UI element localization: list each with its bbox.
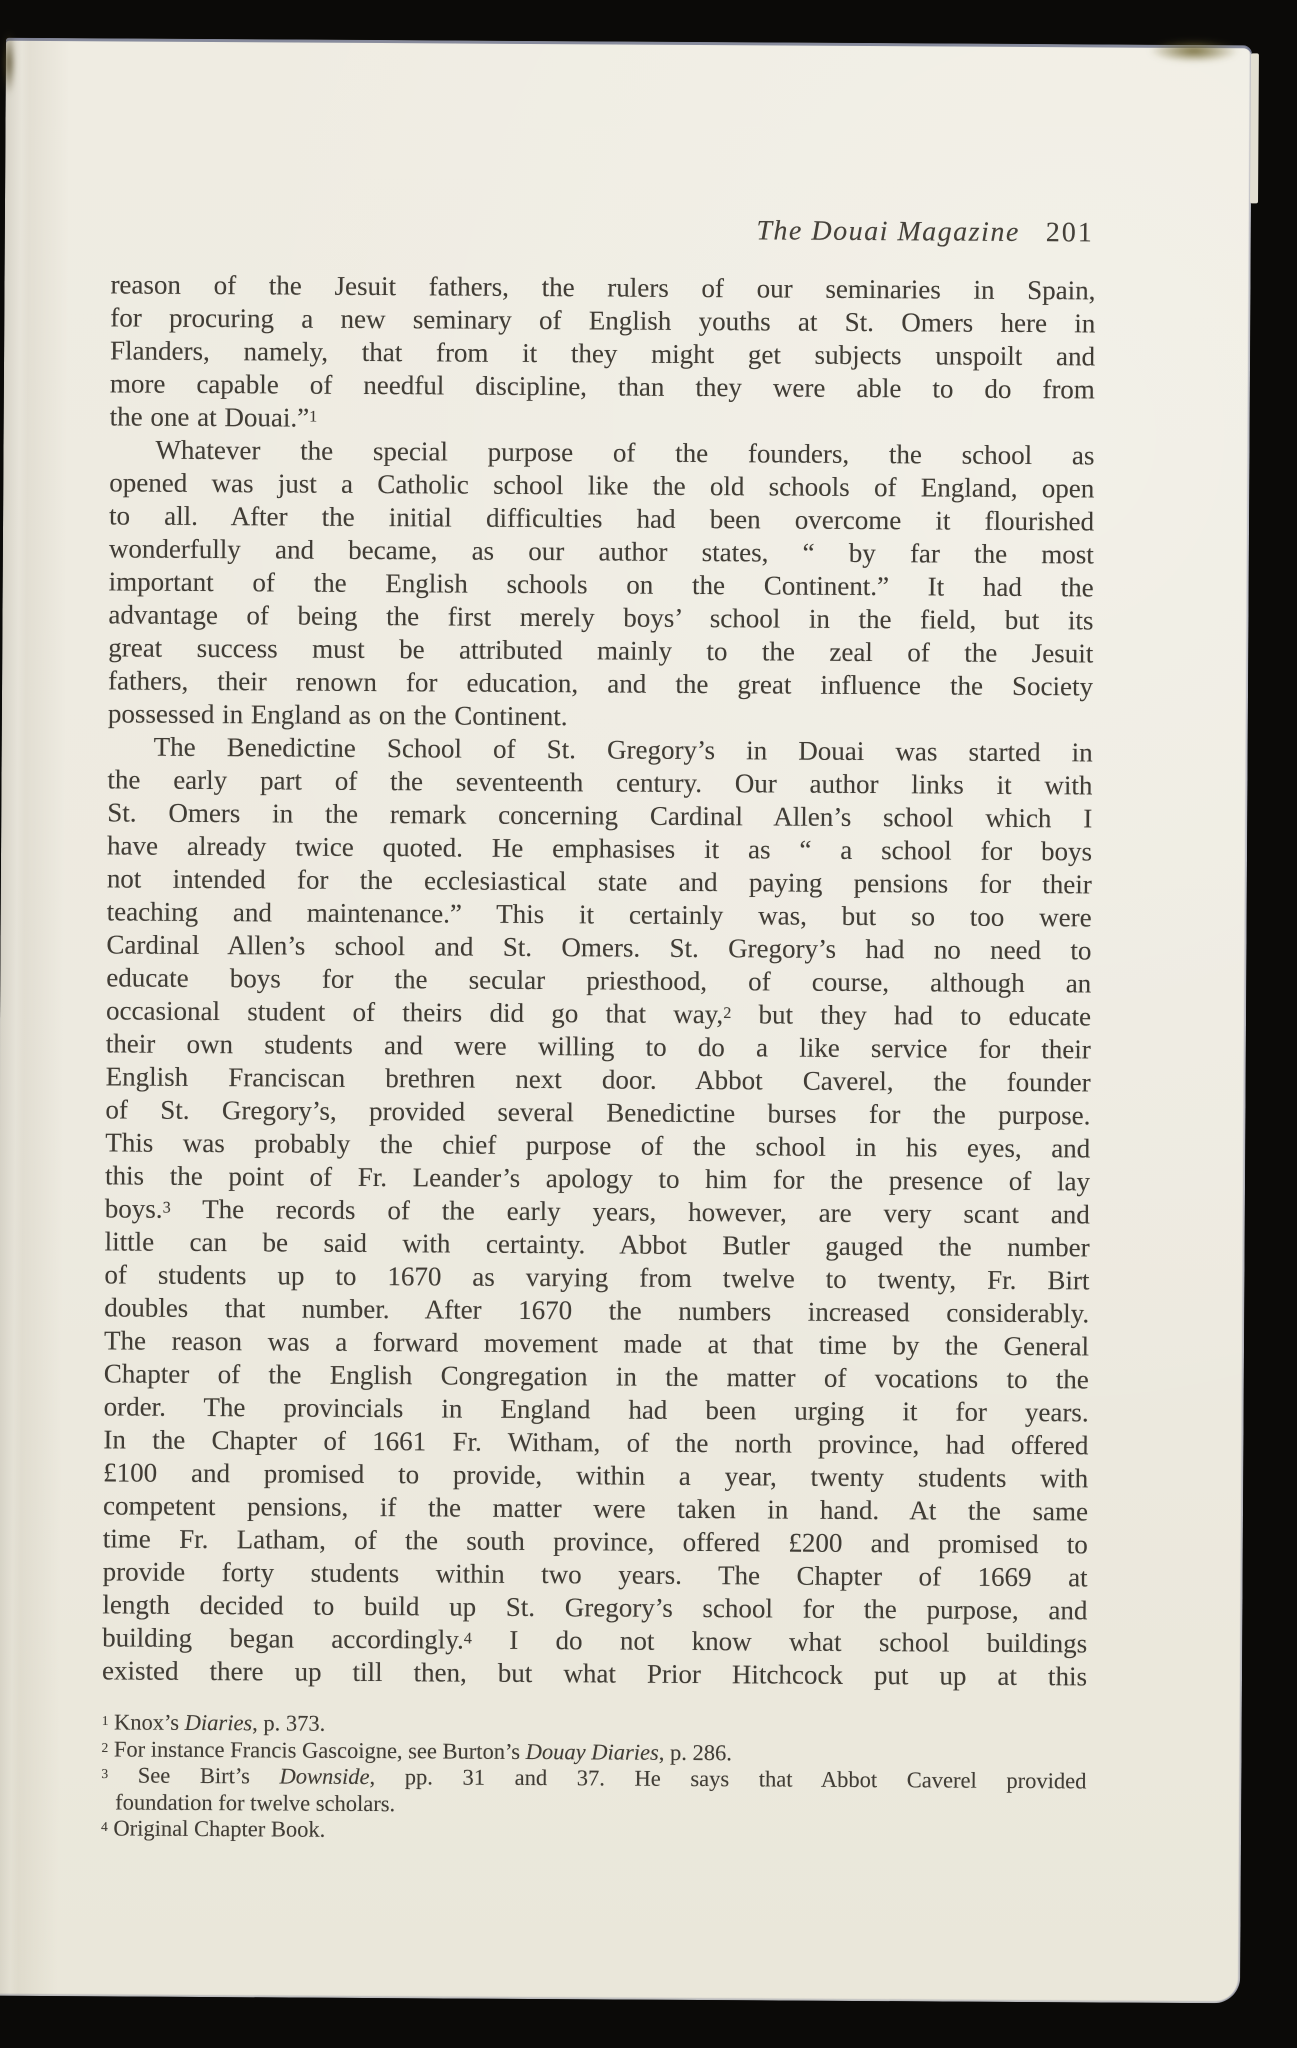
text-line: wonderfully and became, as our author states, “ by far the most	[108, 533, 1094, 570]
footnotes	[101, 1709, 1087, 1848]
text-line: building began accordingly.$^4$ I do not know what school buildings	[102, 1622, 1088, 1659]
text-line: teaching and maintenance.” This it certainly was, but so too were	[106, 896, 1092, 933]
text-line: St. Omers in the remark concerning Cardinal Allen’s school which I	[107, 797, 1093, 834]
text-line: boys.$^3$ The records of the early years, however, are very scant and	[104, 1193, 1090, 1230]
text-line: Flanders, namely, that from it they might get subjects unspoilt and	[110, 335, 1096, 372]
paragraph	[110, 268, 1096, 439]
text-line: order. The provincials in England had been urging it for years.	[103, 1391, 1089, 1428]
text-line: the one at Douai.”$^1$	[109, 401, 318, 433]
text-line: have already twice quoted. He emphasises it as “ a school for boys	[106, 830, 1093, 867]
text-line: not intended for the ecclesiastical state and paying pensions for their	[106, 863, 1092, 900]
text-line: possessed in England as on the Continent.	[107, 698, 568, 732]
text-line: little can be said with certainty. Abbot Butler gauged the number	[104, 1226, 1090, 1263]
footnote-line: $^4$ Original Chapter Book.	[101, 1815, 326, 1842]
binding-fiber-top-right	[1134, 36, 1254, 67]
text-line: £100 and promised to provide, within a year, twenty students with	[103, 1457, 1089, 1494]
footnote-ref: 3	[162, 1198, 171, 1217]
text-line: doubles that number. After 1670 the numbers increased considerably.	[104, 1292, 1090, 1329]
book-page	[0, 38, 1252, 2004]
text-line: this the point of Fr. Leander’s apology to him for the presence of lay	[104, 1160, 1091, 1197]
magazine-title: The Douai Magazine	[756, 215, 1020, 248]
text-line: The reason was a forward movement made at that time by the General	[103, 1325, 1090, 1362]
text-line: time Fr. Latham, of the south province, offered £200 and promised to	[102, 1523, 1088, 1560]
text-line: for procuring a new seminary of English youths at St. Omers here in	[110, 302, 1096, 339]
text-line: In the Chapter of 1661 Fr. Witham, of the north province, had offered	[103, 1424, 1089, 1461]
text-line: This was probably the chief purpose of the school in his eyes, and	[105, 1127, 1091, 1164]
text-line: more capable of needful discipline, than they were able to do from	[109, 368, 1095, 405]
text-line: Whatever the special purpose of the founders, the school as	[155, 434, 1095, 471]
footnote-marker: 2	[101, 1739, 109, 1755]
body-text	[102, 268, 1096, 1693]
footnote-ref: 2	[723, 1003, 732, 1023]
footnote-marker: 1	[101, 1713, 109, 1729]
text-line: their own students and were willing to do a like service for their	[105, 1028, 1091, 1065]
text-line: to all. After the initial difficulties had been overcome it flourished	[108, 500, 1095, 537]
paragraph	[102, 730, 1093, 1693]
text-line: English Franciscan brethren next door. Abbot Caverel, the founder	[105, 1061, 1091, 1098]
footnote-line: $^3$ See Birt’s Downside, pp. 31 and 37. He says that Abbot Caverel provided	[101, 1762, 1087, 1794]
running-header	[111, 210, 1096, 250]
text-line: provide forty students within two years. The Chapter of 1669 at	[102, 1556, 1088, 1593]
footnote-marker: 3	[101, 1766, 109, 1782]
footnote-line: $^2$ For instance Francis Gascoigne, see Burton’s Douay Diaries, p. 286.	[101, 1735, 733, 1765]
text-line: fathers, their renown for education, and the great influence the Society	[107, 665, 1094, 702]
text-line: important of the English schools on the Continent.” It had the	[108, 566, 1094, 603]
footnote-line: foundation for twelve scholars.	[115, 1788, 396, 1816]
footnote-marker: 4	[101, 1819, 108, 1835]
text-line: educate boys for the secular priesthood, of course, although an	[106, 962, 1092, 999]
text-line: The Benedictine School of St. Gregory’s in Douai was started in	[153, 731, 1093, 768]
binding-fiber-top-left	[1, 22, 18, 104]
text-line: of St. Gregory’s, provided several Benedictine burses for the purpose.	[105, 1094, 1091, 1131]
text-line: great success must be attributed mainly to the zeal of the Jesuit	[108, 632, 1094, 669]
text-line: competent pensions, if the matter were taken in hand. At the same	[102, 1490, 1089, 1527]
page-number: 201	[1045, 217, 1094, 249]
text-line: advantage of being the first merely boys’ school in the field, but its	[108, 599, 1094, 636]
text-line: of students up to 1670 as varying from twelve to twenty, Fr. Birt	[104, 1259, 1090, 1296]
page-content	[101, 210, 1096, 1847]
footnote-ref: 4	[463, 1629, 472, 1648]
text-line: Chapter of the English Congregation in the matter of vocations to the	[103, 1358, 1089, 1395]
text-line: occasional student of theirs did go that way,$^2$ but they had to educate	[105, 995, 1092, 1032]
under-page-edge	[1250, 53, 1259, 203]
paragraph	[108, 433, 1095, 736]
text-line: the early part of the seventeenth century. Our author links it with	[107, 764, 1093, 801]
footnote-ref: 1	[309, 407, 318, 426]
footnote-line: $^1$ Knox’s Diaries, p. 373.	[101, 1709, 326, 1736]
text-line: length decided to build up St. Gregory’s school for the purpose, and	[102, 1589, 1088, 1626]
text-line: Cardinal Allen’s school and St. Omers. St. Gregory’s had no need to	[106, 929, 1092, 966]
text-line: reason of the Jesuit fathers, the rulers of our seminaries in Spain,	[110, 269, 1096, 306]
text-line: opened was just a Catholic school like the old schools of England, open	[109, 467, 1095, 504]
text-line: existed there up till then, but what Prior Hitchcock put up at this	[101, 1655, 1088, 1692]
